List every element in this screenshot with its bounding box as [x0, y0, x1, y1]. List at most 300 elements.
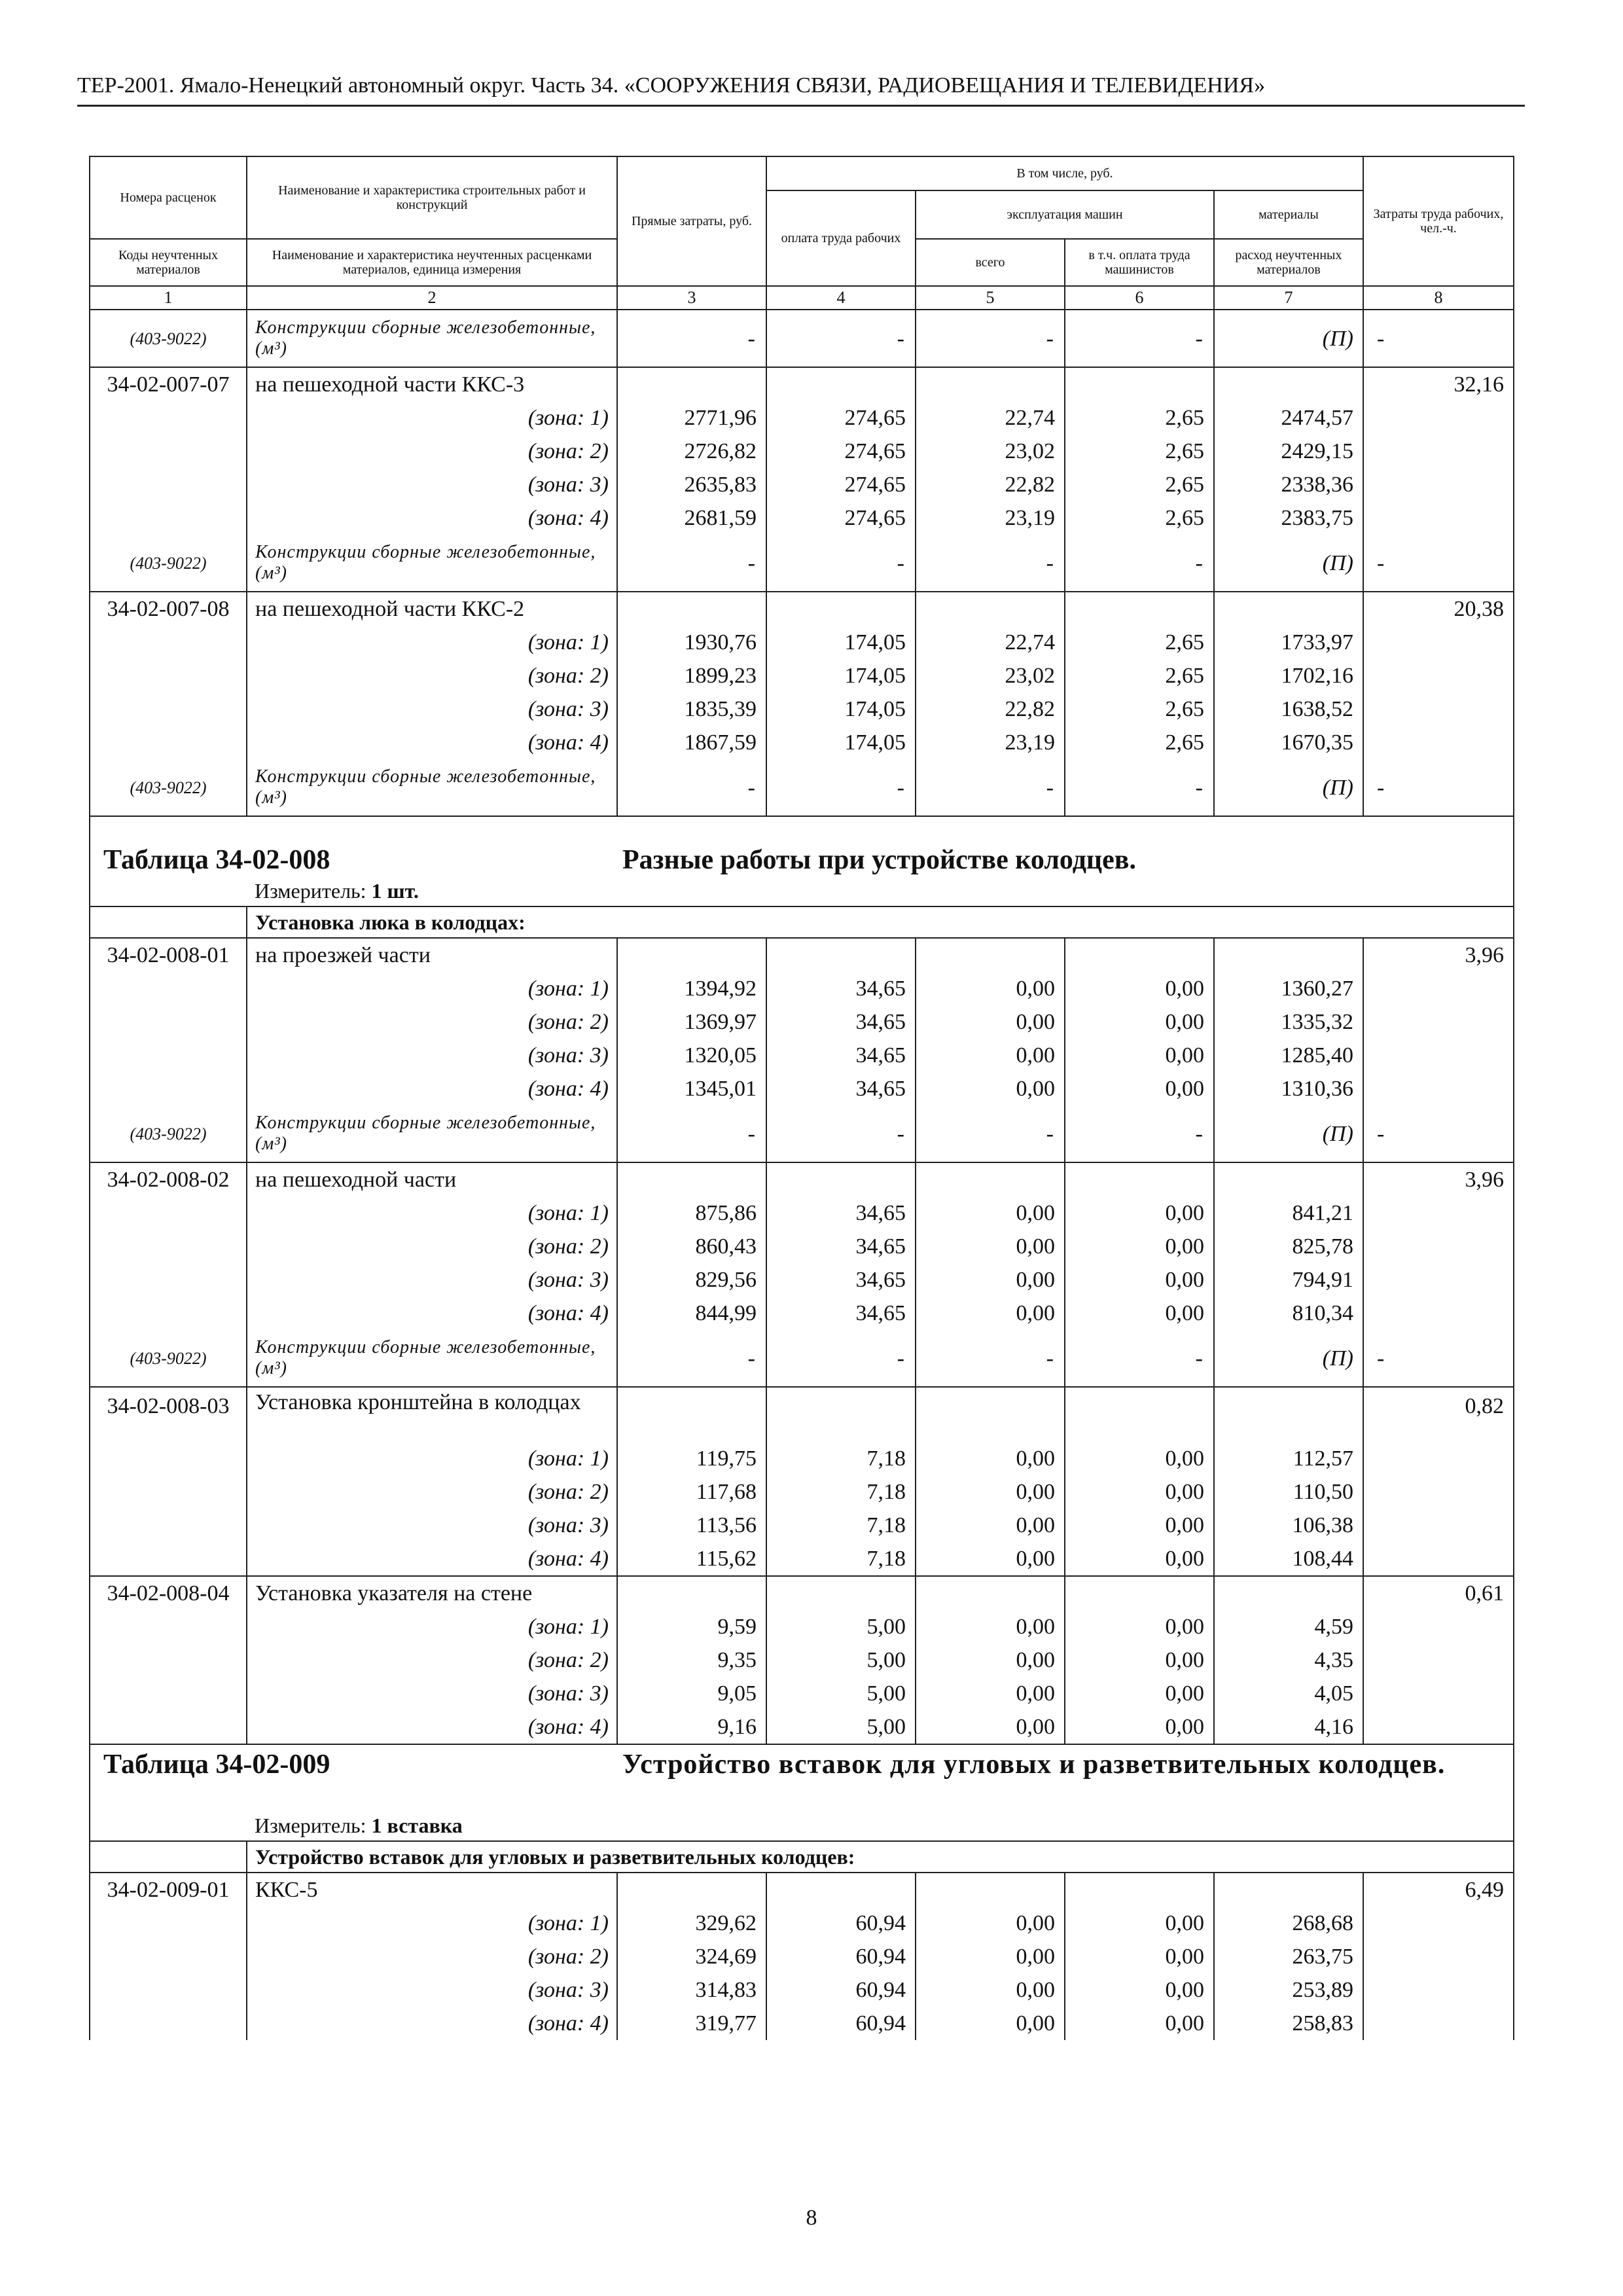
dash-cell: -: [766, 759, 916, 816]
labor-cost: 0,61: [1363, 1576, 1514, 1610]
direct-cost: 875,86: [617, 1196, 766, 1230]
direct-cost: 9,16: [617, 1710, 766, 1744]
material-cost: 794,91: [1214, 1263, 1363, 1297]
material-cost: 1702,16: [1214, 659, 1363, 692]
material-code: (403-9022): [90, 759, 247, 816]
machines-header: эксплуатация машин: [916, 190, 1214, 239]
machine-cost: 0,00: [916, 1643, 1065, 1677]
machine-cost: 23,02: [916, 659, 1065, 692]
zone-row: [90, 1263, 1514, 1297]
rate-name: ККС-5: [247, 1873, 617, 1907]
dash-cell: -: [766, 310, 916, 367]
machine-cost: 0,00: [916, 1297, 1065, 1330]
material-p-cell: (П): [1214, 1105, 1363, 1162]
zone-row: [90, 1710, 1514, 1744]
zone-label: (зона: 1): [247, 1907, 617, 1940]
page-number: 8: [806, 2206, 817, 2230]
direct-cost: 319,77: [617, 2007, 766, 2040]
material-p-cell: (П): [1214, 535, 1363, 592]
machine-cost: 0,00: [916, 1610, 1065, 1643]
subheading-row: [90, 1841, 1514, 1873]
wage-cost: 7,18: [766, 1442, 916, 1475]
zone-label: (зона: 1): [247, 626, 617, 659]
zone-row: [90, 1196, 1514, 1230]
col-number: 7: [1214, 286, 1363, 310]
material-name: Конструкции сборные железобетонные, (м³): [247, 310, 617, 367]
material-cost: 110,50: [1214, 1475, 1363, 1509]
rate-name: на пешеходной части ККС-3: [247, 367, 617, 401]
zone-label: (зона: 3): [247, 1973, 617, 2007]
rate-row: [90, 367, 1514, 401]
material-name: Конструкции сборные железобетонные, (м³): [247, 1105, 617, 1162]
material-code: (403-9022): [90, 1105, 247, 1162]
zone-label: (зона: 1): [247, 1610, 617, 1643]
measure-row: [90, 1810, 1514, 1841]
operator-wage: 0,00: [1065, 1297, 1214, 1330]
operator-wage: 2,65: [1065, 435, 1214, 468]
wage-cost: 34,65: [766, 1196, 916, 1230]
wage-cost: 34,65: [766, 1263, 916, 1297]
dash-cell: -: [1065, 759, 1214, 816]
direct-cost: 329,62: [617, 1907, 766, 1940]
wage-cost: 274,65: [766, 435, 916, 468]
col-number: 2: [247, 286, 617, 310]
measure-text: [247, 1810, 1514, 1841]
rate-row: [90, 938, 1514, 972]
zone-label: (зона: 4): [247, 1710, 617, 1744]
material-row: [90, 1330, 1514, 1387]
dash-cell: -: [1065, 1330, 1214, 1387]
zone-label: (зона: 3): [247, 692, 617, 726]
machine-cost: 22,74: [916, 401, 1065, 435]
direct-cost: 860,43: [617, 1230, 766, 1263]
operator-wage: 2,65: [1065, 626, 1214, 659]
wage-cost: 60,94: [766, 2007, 916, 2040]
col8-header: Затраты труда рабочих, чел.-ч.: [1363, 156, 1514, 286]
direct-cost: 844,99: [617, 1297, 766, 1330]
zone-row: [90, 1442, 1514, 1475]
dash-cell: -: [617, 310, 766, 367]
dash-cell: -: [1363, 1330, 1514, 1387]
materials-header: материалы: [1214, 190, 1363, 239]
material-code: (403-9022): [90, 1330, 247, 1387]
material-cost: 2383,75: [1214, 501, 1363, 535]
material-cost: 2429,15: [1214, 435, 1363, 468]
machine-cost: 0,00: [916, 1475, 1065, 1509]
zone-row: [90, 1973, 1514, 2007]
dash-cell: -: [617, 535, 766, 592]
operator-wage: 0,00: [1065, 1475, 1214, 1509]
zone-label: (зона: 3): [247, 1039, 617, 1072]
zone-label: (зона: 1): [247, 401, 617, 435]
wage-cost: 34,65: [766, 972, 916, 1005]
zone-row: [90, 692, 1514, 726]
rate-name: на пешеходной части ККС-2: [247, 592, 617, 626]
col4-header: оплата труда рабочих: [766, 190, 916, 286]
material-cost: 258,83: [1214, 2007, 1363, 2040]
dash-cell: -: [1363, 759, 1514, 816]
operator-wage: 2,65: [1065, 468, 1214, 501]
rate-row: [90, 1873, 1514, 1907]
material-cost: 1638,52: [1214, 692, 1363, 726]
material-cost: 4,59: [1214, 1610, 1363, 1643]
machine-cost: 23,19: [916, 501, 1065, 535]
table-header: [90, 156, 1514, 310]
dash-cell: -: [617, 1105, 766, 1162]
zone-row: [90, 1039, 1514, 1072]
wage-cost: 34,65: [766, 1297, 916, 1330]
labor-cost: 6,49: [1363, 1873, 1514, 1907]
zone-label: (зона: 4): [247, 501, 617, 535]
material-cost: 810,34: [1214, 1297, 1363, 1330]
zone-row: [90, 1643, 1514, 1677]
labor-cost: 32,16: [1363, 367, 1514, 401]
zone-row: [90, 972, 1514, 1005]
material-cost: 253,89: [1214, 1973, 1363, 2007]
wage-cost: 34,65: [766, 1039, 916, 1072]
running-header: ТЕР-2001. Ямало-Ненецкий автономный округ. Часть 34. «СООРУЖЕНИЯ СВЯЗИ, РАДИОВЕЩАНИЯ И ТЕЛЕВИДЕНИЯ»: [77, 73, 1266, 98]
operator-wage: 2,65: [1065, 659, 1214, 692]
direct-cost: 119,75: [617, 1442, 766, 1475]
zone-label: (зона: 4): [247, 1542, 617, 1576]
machine-cost: 22,82: [916, 692, 1065, 726]
measure-label: Измеритель:: [255, 1814, 366, 1837]
dash-cell: -: [1065, 535, 1214, 592]
material-name: Конструкции сборные железобетонные, (м³): [247, 1330, 617, 1387]
dash-cell: -: [916, 759, 1065, 816]
wage-cost: 7,18: [766, 1542, 916, 1576]
operator-wage: 0,00: [1065, 1677, 1214, 1710]
wage-cost: 174,05: [766, 692, 916, 726]
col-number: 3: [617, 286, 766, 310]
rate-code: 34-02-007-08: [90, 592, 247, 626]
direct-cost: 117,68: [617, 1475, 766, 1509]
material-cost: 106,38: [1214, 1509, 1363, 1542]
material-row: [90, 1105, 1514, 1162]
material-cost: 108,44: [1214, 1542, 1363, 1576]
zone-label: (зона: 1): [247, 972, 617, 1005]
zone-label: (зона: 2): [247, 1005, 617, 1039]
measure-label: Измеритель:: [255, 879, 366, 903]
dash-cell: -: [617, 759, 766, 816]
wage-cost: 5,00: [766, 1643, 916, 1677]
dash-cell: -: [916, 1330, 1065, 1387]
material-cost: 268,68: [1214, 1907, 1363, 1940]
material-p-cell: (П): [1214, 310, 1363, 367]
table-title: Устройство вставок для угловых и разветвительных колодцев.: [617, 1744, 1514, 1810]
dash-cell: -: [766, 535, 916, 592]
zone-row: [90, 1509, 1514, 1542]
zone-label: (зона: 4): [247, 1297, 617, 1330]
measure-value: 1 шт.: [371, 879, 419, 903]
labor-cost: 20,38: [1363, 592, 1514, 626]
dash-cell: -: [916, 310, 1065, 367]
direct-cost: 829,56: [617, 1263, 766, 1297]
operator-wage: 0,00: [1065, 1230, 1214, 1263]
material-code: (403-9022): [90, 535, 247, 592]
zone-row: [90, 626, 1514, 659]
zone-row: [90, 435, 1514, 468]
zone-label: (зона: 2): [247, 1475, 617, 1509]
dash-cell: -: [1363, 310, 1514, 367]
wage-cost: 174,05: [766, 726, 916, 759]
rate-code: 34-02-008-01: [90, 938, 247, 972]
material-name: Конструкции сборные железобетонные, (м³): [247, 535, 617, 592]
direct-cost: 9,59: [617, 1610, 766, 1643]
col7-header: расход неучтенных материалов: [1214, 239, 1363, 286]
zone-row: [90, 1542, 1514, 1576]
zone-label: (зона: 3): [247, 468, 617, 501]
material-cost: 1360,27: [1214, 972, 1363, 1005]
machine-cost: 0,00: [916, 1710, 1065, 1744]
machine-cost: 23,19: [916, 726, 1065, 759]
machine-cost: 0,00: [916, 2007, 1065, 2040]
material-cost: 1733,97: [1214, 626, 1363, 659]
material-cost: 4,05: [1214, 1677, 1363, 1710]
rates-table: [89, 156, 1514, 2040]
rate-name: Установка кронштейна в колодцах: [247, 1387, 617, 1442]
material-cost: 1310,36: [1214, 1072, 1363, 1105]
operator-wage: 0,00: [1065, 1973, 1214, 2007]
wage-cost: 7,18: [766, 1509, 916, 1542]
machine-cost: 0,00: [916, 1509, 1065, 1542]
material-name: Конструкции сборные железобетонные, (м³): [247, 759, 617, 816]
col5-header: всего: [916, 239, 1065, 286]
operator-wage: 0,00: [1065, 1509, 1214, 1542]
rate-name: на пешеходной части: [247, 1162, 617, 1196]
wage-cost: 7,18: [766, 1475, 916, 1509]
material-cost: 825,78: [1214, 1230, 1363, 1263]
direct-cost: 2635,83: [617, 468, 766, 501]
zone-label: (зона: 4): [247, 1072, 617, 1105]
col3-header: Прямые затраты, руб.: [617, 156, 766, 286]
zone-row: [90, 1297, 1514, 1330]
header-rule: [77, 105, 1525, 107]
dash-cell: -: [1363, 1105, 1514, 1162]
wage-cost: 34,65: [766, 1072, 916, 1105]
direct-cost: 113,56: [617, 1509, 766, 1542]
material-cost: 112,57: [1214, 1442, 1363, 1475]
col-number: 6: [1065, 286, 1214, 310]
dash-cell: -: [916, 1105, 1065, 1162]
col-number: 1: [90, 286, 247, 310]
table-number: Таблица 34-02-008: [90, 816, 617, 876]
wage-cost: 5,00: [766, 1710, 916, 1744]
material-cost: 1335,32: [1214, 1005, 1363, 1039]
operator-wage: 0,00: [1065, 1542, 1214, 1576]
col2-top-header: Наименование и характеристика строительных работ и конструкций: [247, 156, 617, 239]
material-cost: 4,16: [1214, 1710, 1363, 1744]
direct-cost: 1320,05: [617, 1039, 766, 1072]
rate-row: [90, 1387, 1514, 1442]
zone-label: (зона: 4): [247, 726, 617, 759]
machine-cost: 0,00: [916, 1039, 1065, 1072]
zone-label: (зона: 4): [247, 2007, 617, 2040]
table-title-row: [90, 816, 1514, 876]
material-cost: 4,35: [1214, 1643, 1363, 1677]
rate-row: [90, 1162, 1514, 1196]
operator-wage: 2,65: [1065, 401, 1214, 435]
wage-cost: 60,94: [766, 1940, 916, 1973]
col-number: 5: [916, 286, 1065, 310]
material-row: [90, 535, 1514, 592]
zone-label: (зона: 1): [247, 1442, 617, 1475]
direct-cost: 9,35: [617, 1643, 766, 1677]
material-code: (403-9022): [90, 310, 247, 367]
zone-row: [90, 468, 1514, 501]
zone-row: [90, 1230, 1514, 1263]
material-row: [90, 310, 1514, 367]
zone-row: [90, 2007, 1514, 2040]
wage-cost: 5,00: [766, 1610, 916, 1643]
material-cost: 263,75: [1214, 1940, 1363, 1973]
rate-code: 34-02-007-07: [90, 367, 247, 401]
dash-cell: -: [1065, 310, 1214, 367]
zone-label: (зона: 2): [247, 659, 617, 692]
operator-wage: 0,00: [1065, 2007, 1214, 2040]
rate-code: 34-02-009-01: [90, 1873, 247, 1907]
material-cost: 2338,36: [1214, 468, 1363, 501]
zone-row: [90, 501, 1514, 535]
wage-cost: 60,94: [766, 1973, 916, 2007]
machine-cost: 23,02: [916, 435, 1065, 468]
machine-cost: 22,82: [916, 468, 1065, 501]
direct-cost: 2681,59: [617, 501, 766, 535]
col2-bottom-header: Наименование и характеристика неучтенных расценками материалов, единица измерения: [247, 239, 617, 286]
zone-label: (зона: 1): [247, 1196, 617, 1230]
machine-cost: 0,00: [916, 1005, 1065, 1039]
direct-cost: 1345,01: [617, 1072, 766, 1105]
material-cost: 1285,40: [1214, 1039, 1363, 1072]
zone-label: (зона: 3): [247, 1677, 617, 1710]
material-cost: 841,21: [1214, 1196, 1363, 1230]
wage-cost: 174,05: [766, 659, 916, 692]
dash-cell: -: [617, 1330, 766, 1387]
direct-cost: 1394,92: [617, 972, 766, 1005]
measure-value: 1 вставка: [371, 1814, 463, 1837]
measure-text: [247, 876, 1514, 906]
machine-cost: 22,74: [916, 626, 1065, 659]
dash-cell: -: [766, 1105, 916, 1162]
col-number: 8: [1363, 286, 1514, 310]
wage-cost: 34,65: [766, 1230, 916, 1263]
machine-cost: 0,00: [916, 1442, 1065, 1475]
direct-cost: 1867,59: [617, 726, 766, 759]
wage-cost: 274,65: [766, 401, 916, 435]
wage-cost: 60,94: [766, 1907, 916, 1940]
zone-row: [90, 1072, 1514, 1105]
subheading: Устройство вставок для угловых и разветвительных колодцев:: [247, 1841, 1514, 1873]
dash-cell: -: [1065, 1105, 1214, 1162]
zone-row: [90, 1610, 1514, 1643]
table-number: Таблица 34-02-009: [90, 1744, 617, 1810]
direct-cost: 2771,96: [617, 401, 766, 435]
operator-wage: 0,00: [1065, 1196, 1214, 1230]
machine-cost: 0,00: [916, 1940, 1065, 1973]
rate-code: 34-02-008-03: [90, 1387, 247, 1442]
direct-cost: 115,62: [617, 1542, 766, 1576]
machine-cost: 0,00: [916, 1072, 1065, 1105]
operator-wage: 0,00: [1065, 1442, 1214, 1475]
direct-cost: 314,83: [617, 1973, 766, 2007]
material-cost: 1670,35: [1214, 726, 1363, 759]
rate-code: 34-02-008-02: [90, 1162, 247, 1196]
direct-cost: 1899,23: [617, 659, 766, 692]
direct-cost: 2726,82: [617, 435, 766, 468]
dash-cell: -: [1363, 535, 1514, 592]
operator-wage: 0,00: [1065, 1072, 1214, 1105]
wage-cost: 274,65: [766, 501, 916, 535]
operator-wage: 0,00: [1065, 1005, 1214, 1039]
direct-cost: 324,69: [617, 1940, 766, 1973]
operator-wage: 2,65: [1065, 692, 1214, 726]
operator-wage: 2,65: [1065, 726, 1214, 759]
material-p-cell: (П): [1214, 759, 1363, 816]
operator-wage: 2,65: [1065, 501, 1214, 535]
col-number: 4: [766, 286, 916, 310]
machine-cost: 0,00: [916, 1230, 1065, 1263]
machine-cost: 0,00: [916, 1263, 1065, 1297]
dash-cell: -: [766, 1330, 916, 1387]
zone-row: [90, 659, 1514, 692]
subheading-row: [90, 906, 1514, 938]
direct-cost: 1835,39: [617, 692, 766, 726]
table-title-row: [90, 1744, 1514, 1810]
labor-cost: 0,82: [1363, 1387, 1514, 1442]
operator-wage: 0,00: [1065, 1710, 1214, 1744]
material-row: [90, 759, 1514, 816]
rates-table-container: [89, 156, 1513, 2040]
zone-label: (зона: 2): [247, 1230, 617, 1263]
col1-top-header: Номера расценок: [90, 156, 247, 239]
zone-row: [90, 1005, 1514, 1039]
incl-header: В том числе, руб.: [766, 156, 1363, 190]
labor-cost: 3,96: [1363, 938, 1514, 972]
machine-cost: 0,00: [916, 1196, 1065, 1230]
material-cost: 2474,57: [1214, 401, 1363, 435]
zone-row: [90, 726, 1514, 759]
machine-cost: 0,00: [916, 1677, 1065, 1710]
wage-cost: 5,00: [766, 1677, 916, 1710]
col6-header: в т.ч. оплата труда машинистов: [1065, 239, 1214, 286]
col1-bottom-header: Коды неучтенных материалов: [90, 239, 247, 286]
direct-cost: 9,05: [617, 1677, 766, 1710]
zone-row: [90, 401, 1514, 435]
machine-cost: 0,00: [916, 1542, 1065, 1576]
machine-cost: 0,00: [916, 1973, 1065, 2007]
zone-label: (зона: 2): [247, 435, 617, 468]
operator-wage: 0,00: [1065, 1610, 1214, 1643]
table-title: Разные работы при устройстве колодцев.: [617, 816, 1514, 876]
rate-row: [90, 592, 1514, 626]
zone-row: [90, 1940, 1514, 1973]
zone-row: [90, 1677, 1514, 1710]
operator-wage: 0,00: [1065, 1907, 1214, 1940]
rate-row: [90, 1576, 1514, 1610]
wage-cost: 34,65: [766, 1005, 916, 1039]
zone-row: [90, 1475, 1514, 1509]
dash-cell: -: [916, 535, 1065, 592]
operator-wage: 0,00: [1065, 1263, 1214, 1297]
zone-label: (зона: 3): [247, 1509, 617, 1542]
table-body: [90, 310, 1514, 2040]
operator-wage: 0,00: [1065, 972, 1214, 1005]
wage-cost: 274,65: [766, 468, 916, 501]
measure-row: [90, 876, 1514, 906]
zone-row: [90, 1907, 1514, 1940]
zone-label: (зона: 2): [247, 1940, 617, 1973]
rate-name: Установка указателя на стене: [247, 1576, 617, 1610]
